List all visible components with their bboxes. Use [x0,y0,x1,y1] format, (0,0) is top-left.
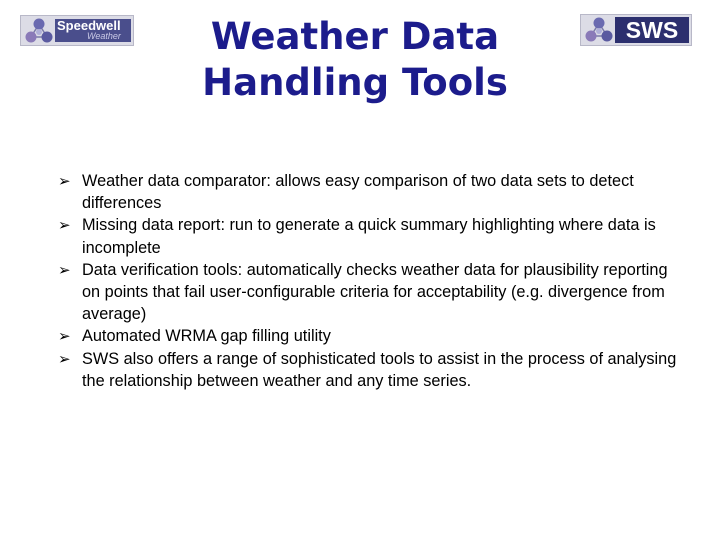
molecule-icon [583,16,615,44]
arrow-bullet-icon: ➢ [58,260,71,279]
arrow-bullet-icon: ➢ [58,327,71,346]
bullet-item [58,214,678,258]
bullet-item [58,348,678,392]
title-line-1: Weather Data [210,15,500,58]
speedwell-weather-logo [20,15,134,46]
bullet-text: Missing data report: run to generate a quick summary highlighting where data is incomplete [82,216,656,257]
arrow-bullet-icon: ➢ [58,216,71,235]
logo-name: SWS [625,17,679,43]
bullet-item [58,170,678,214]
bullet-text: Automated WRMA gap filling utility [82,327,331,346]
molecule-icon [23,17,55,45]
title-line-2: Handling Tools [202,61,508,104]
bullet-text: Data verification tools: automatically checks weather data for plausibility reporting on points that fail user-configurable criteria for acceptability (e.g. divergence from average) [82,260,668,324]
logo-name: Speedwell [57,18,121,33]
bullet-item [58,259,678,326]
bullet-item [58,325,678,347]
logo-subtitle: Weather [87,31,121,41]
bullet-text: SWS also offers a range of sophisticated tools to assist in the process of analysing the relationship between weather and any time series. [82,349,677,390]
arrow-bullet-icon: ➢ [58,172,71,190]
arrow-bullet-icon: ➢ [58,349,71,368]
slide-title [150,14,560,106]
bullet-text: Weather data comparator: allows easy comparison of two data sets to detect differences [82,172,634,213]
sws-logo [580,14,692,46]
bullet-list [58,170,678,392]
